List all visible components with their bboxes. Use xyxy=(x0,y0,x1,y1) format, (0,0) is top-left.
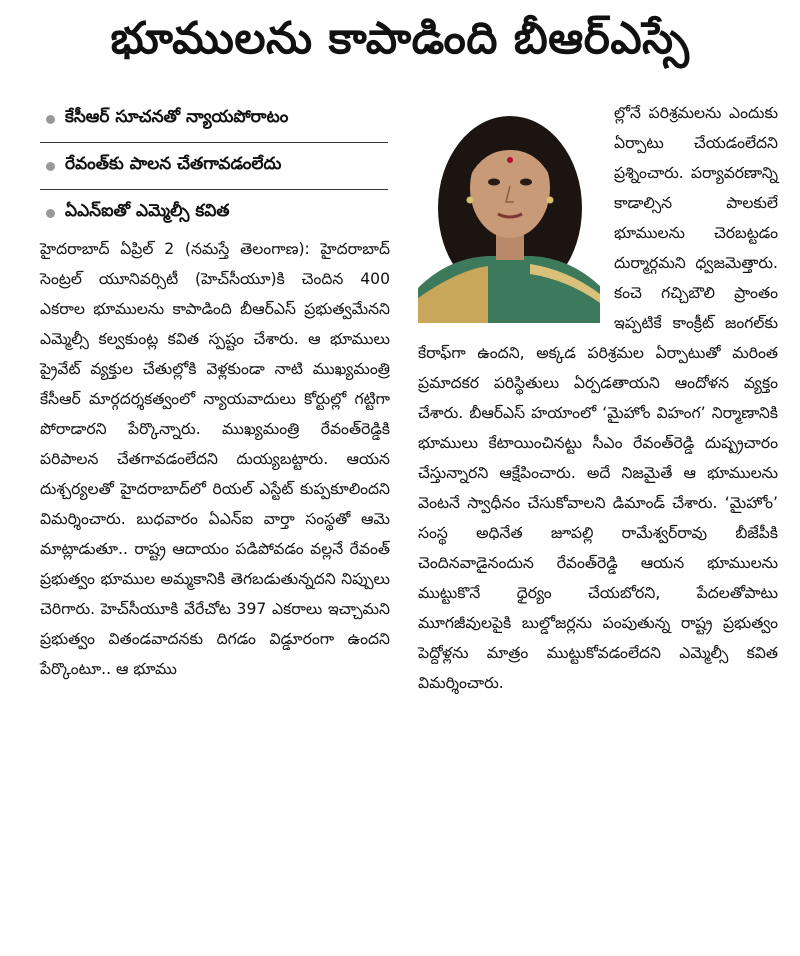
bullet-dot-icon xyxy=(46,162,55,171)
article-column-left xyxy=(40,234,390,684)
article-paragraph: హైదరాబాద్ ఏప్రిల్ 2 (నమస్తే తెలంగాణ): హైదరాబాద్ సెంట్రల్ యూనివర్సిటీ (హెచ్‌సీయూ)కి చెందిన 400 ఎకరాల భూములను కాపాడింది బీఆర్ఎస్ ప్రభుత్వమేనని ఎమ్మెల్సీ కల్వకుంట్ల కవిత స్పష్టం చేశారు. ఆ భూములు ప్రైవేట్ వ్యక్తుల చేతుల్లోకి వెళ్లకుండా నాటి ముఖ్యమంత్రి కేసీఆర్ మార్గదర్శకత్వంలో న్యాయవాదులు కోర్టుల్లో గట్టిగా పోరాడారని పేర్కొన్నారు. ముఖ్యమంత్రి రేవంత్‌రెడ్డికి పరిపాలన చేతగావడంలేదని దుయ్యబట్టారు. ఆయన దుశ్చర్యలతో హైదరాబాద్‌లో రియల్ ఎస్టేట్ కుప్పకూలిందని విమర్శించారు. బుధవారం ఏఎన్ఐ వార్తా సంస్థతో ఆమె మాట్లాడుతూ.. రాష్ట్ర ఆదాయం పడిపోవడం వల్లనే రేవంత్ ప్రభుత్వం భూముల అమ్మకానికి తెగబడుతున్నదని నిప్పులు చెరిగారు. హెచ్‌సీయూకి వేరేచోట 397 ఎకరాలు ఇచ్చామని ప్రభుత్వం వితండవాదనకు దిగడం విడ్డూరంగా ఉందని పేర్కొంటూ.. ఆ భూము xyxy=(40,240,390,678)
highlight-text: కేసీఆర్ సూచనతో న్యాయపోరాటం xyxy=(65,107,289,127)
headline: భూములను కాపాడింది బీఆర్ఎస్సే xyxy=(110,13,690,64)
highlight-item xyxy=(40,143,388,190)
bullet-dot-icon xyxy=(46,209,55,218)
highlight-item xyxy=(40,96,388,143)
bullet-dot-icon xyxy=(46,115,55,124)
highlights-list xyxy=(40,96,388,236)
highlight-text: రేవంత్‌కు పాలన చేతగావడంలేదు xyxy=(65,154,282,174)
article-column-right xyxy=(418,98,778,698)
highlight-item xyxy=(40,190,388,236)
portrait-image xyxy=(418,98,600,323)
portrait-photo xyxy=(418,98,600,323)
highlight-text: ఏఎన్ఐతో ఎమ్మెల్సీ కవిత xyxy=(65,201,230,221)
article-paragraph: ల్లోనే పరిశ్రమలను ఎందుకు ఏర్పాటు చేయడంలేదని ప్రశ్నించారు. పర్యావరణాన్ని కాడాల్సిన పాలకులే భూములను చెరబట్టడం దుర్మార్గమని ధ్వజమెత్తారు. కంచె గచ్చిబౌలి ప్రాంతం ఇప్పటికే కాంక్రీట్ జంగల్‌కు కేరాఫ్‌గా ఉందని, అక్కడ పరిశ్రమల ఏర్పాటుతో మరింత ప్రమాదకర పరిస్థితులు ఏర్పడతాయని ఆందోళన వ్యక్తం చేశారు. బీఆర్ఎస్ హయాంలో ‘మైహోం విహంగ’ నిర్మాణానికి భూములు కేటాయించినట్టు సీఎం రేవంత్‌రెడ్డి దుష్ప్రచారం చేస్తున్నారని ఆక్షేపించారు. అదే నిజమైతే ఆ భూములను వెంటనే స్వాధీనం చేసుకోవాలని డిమాండ్ చేశారు. ‘మైహోం’ సంస్థ అధినేత జూపల్లి రామేశ్వర్‌రావు బీజేపీకి చెందినవాడైనందున రేవంత్‌రెడ్డి ఆయన భూములను ముట్టుకొనే ధైర్యం చేయబోరని, పేదలతోపాటు మూగజీవులపైకి బుల్డోజర్లను పంపుతున్న రాష్ట్ర ప్రభుత్వం పెద్దోళ్లను మాత్రం ముట్టుకోవడంలేదని ఎమ్మెల్సీ కవిత విమర్శించారు. xyxy=(418,104,778,692)
